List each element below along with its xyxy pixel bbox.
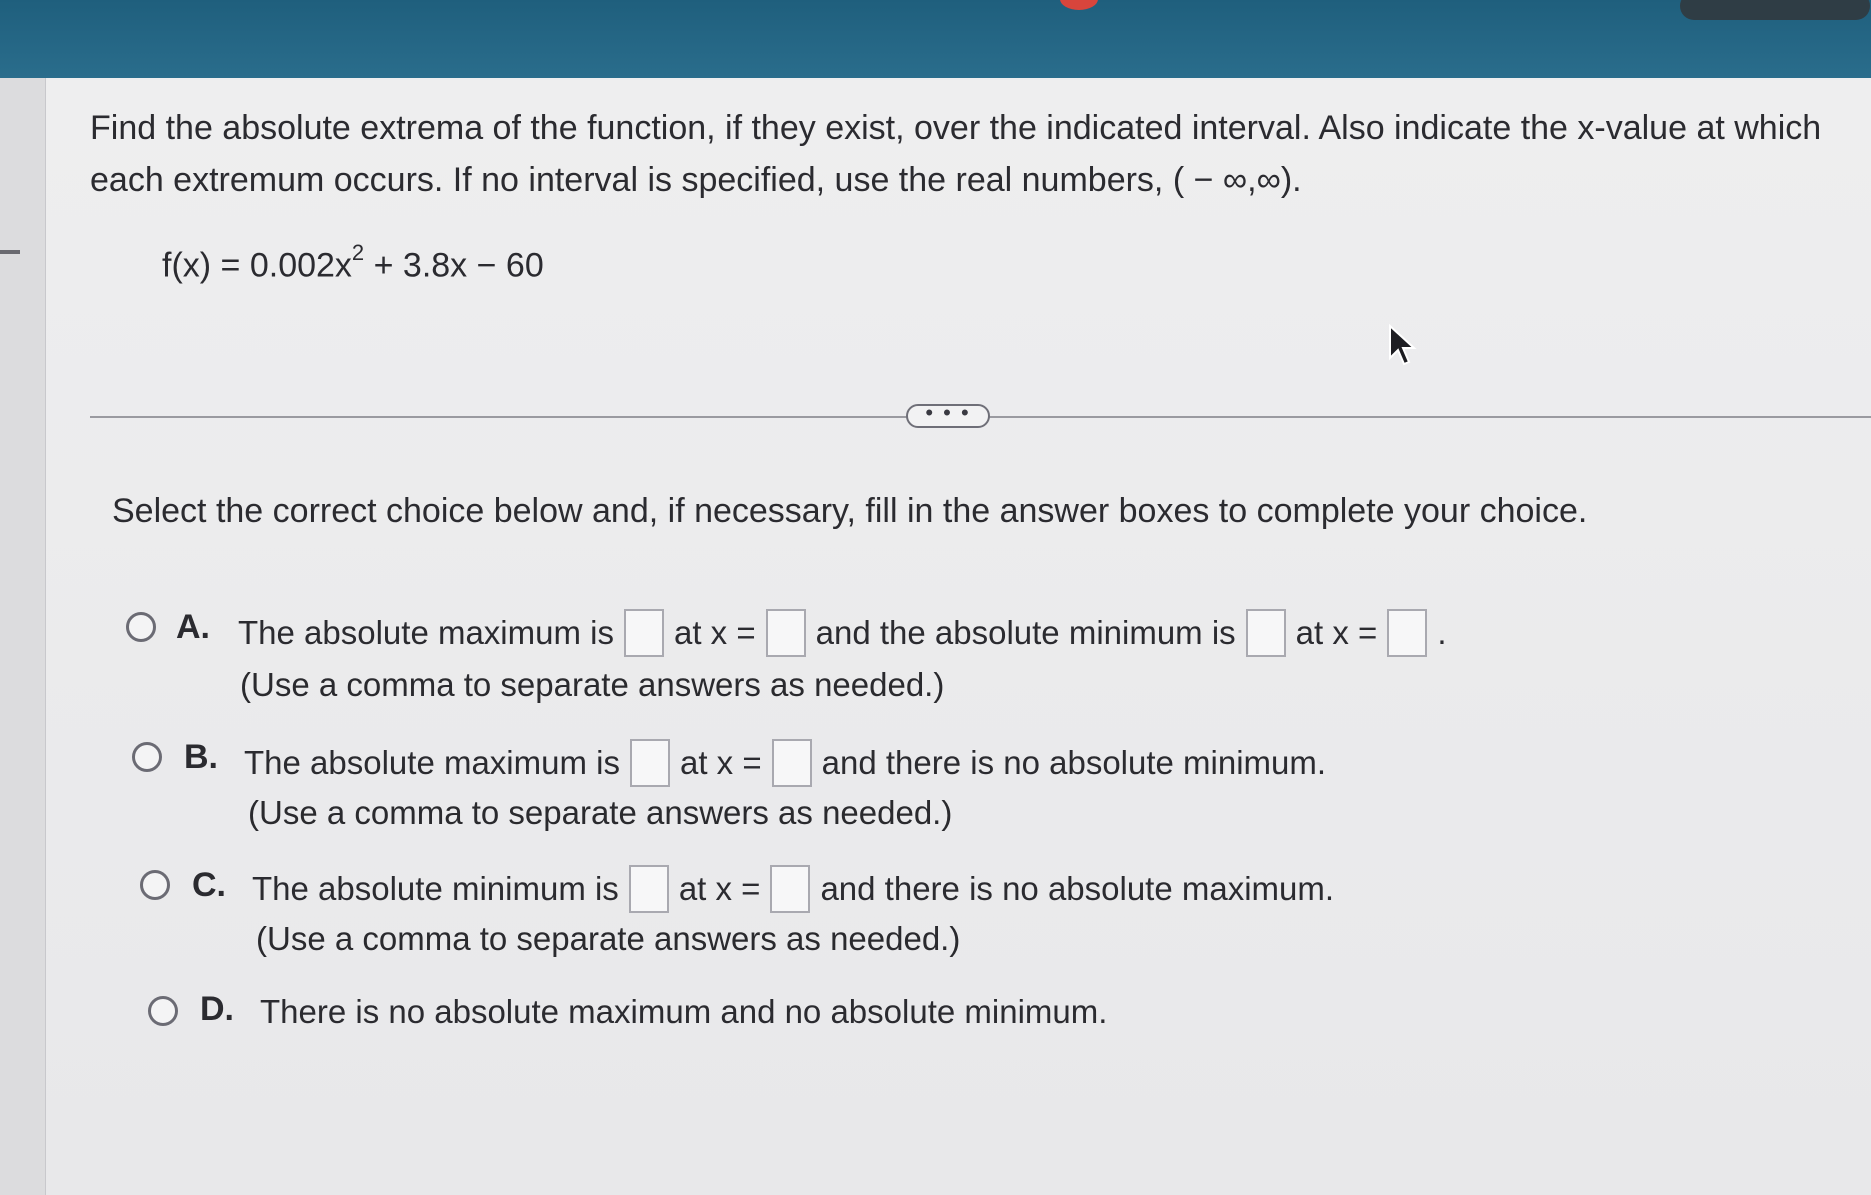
left-gutter — [0, 78, 46, 1195]
choice-d-radio[interactable] — [148, 996, 178, 1026]
choice-d-text-1: There is no absolute maximum and no absolute minimum. — [260, 993, 1108, 1030]
choice-b-text-2: at x = — [679, 744, 762, 781]
choice-b-max-value-input[interactable] — [630, 739, 670, 787]
choice-b-line — [244, 736, 1326, 790]
function-exponent: 2 — [351, 240, 365, 265]
choice-b-radio[interactable] — [132, 742, 162, 772]
choice-c-letter: C. — [192, 866, 226, 904]
notification-dot — [1060, 0, 1098, 10]
choice-b-text-1: The absolute maximum is — [244, 744, 620, 781]
choice-b-text-3: and there is no absolute minimum. — [821, 744, 1327, 781]
question-prompt: Find the absolute extrema of the function, if they exist, over the indicated interval. Also indicate the x-value at which each extremum occurs. If no interval is specified, use the real numbers, ( − ∞,∞). — [90, 109, 1822, 199]
choice-a-min-x-input[interactable] — [1387, 609, 1427, 657]
choice-c-text-2: at x = — [678, 870, 761, 907]
choice-b-note: (Use a comma to separate answers as needed.) — [248, 794, 953, 831]
choice-a-text-4: at x = — [1295, 614, 1378, 651]
choice-c-min-value-input[interactable] — [629, 865, 669, 913]
choice-a-min-value-input[interactable] — [1246, 609, 1286, 657]
mouse-pointer-icon — [1388, 324, 1418, 370]
choice-a-note: (Use a comma to separate answers as needed.) — [240, 666, 945, 703]
choice-a-max-value-input[interactable] — [624, 609, 664, 657]
choice-c-line — [252, 862, 1334, 916]
more-options-button[interactable]: • • • — [906, 404, 990, 428]
choice-d-line — [260, 986, 1107, 1038]
choice-c-min-x-input[interactable] — [770, 865, 810, 913]
function-expression — [162, 240, 544, 285]
choice-c-radio[interactable] — [140, 870, 170, 900]
choice-a-text-5: . — [1437, 614, 1447, 651]
top-header-bar — [0, 0, 1871, 78]
choice-a-text-2: at x = — [673, 614, 756, 651]
choice-d-letter: D. — [200, 990, 234, 1028]
choice-a-radio[interactable] — [126, 612, 156, 642]
choice-a-letter: A. — [176, 608, 210, 646]
function-lhs: f(x) = 0.002x — [162, 246, 352, 285]
header-control[interactable] — [1680, 0, 1870, 20]
choice-b-letter: B. — [184, 738, 218, 776]
choice-c-text-3: and there is no absolute maximum. — [820, 870, 1335, 907]
choice-c-note: (Use a comma to separate answers as needed.) — [256, 920, 961, 957]
choice-b-max-x-input[interactable] — [772, 739, 812, 787]
choice-c-text-1: The absolute minimum is — [252, 870, 619, 907]
choice-a-line — [238, 606, 1446, 660]
choice-a-text-1: The absolute maximum is — [238, 614, 614, 651]
collapse-dash-icon[interactable] — [0, 250, 20, 254]
function-rhs: + 3.8x − 60 — [364, 246, 544, 285]
choice-a-max-x-input[interactable] — [766, 609, 806, 657]
choice-a-text-3: and the absolute minimum is — [815, 614, 1236, 651]
instruction-text: Select the correct choice below and, if necessary, fill in the answer boxes to complete your choice. — [112, 492, 1588, 530]
